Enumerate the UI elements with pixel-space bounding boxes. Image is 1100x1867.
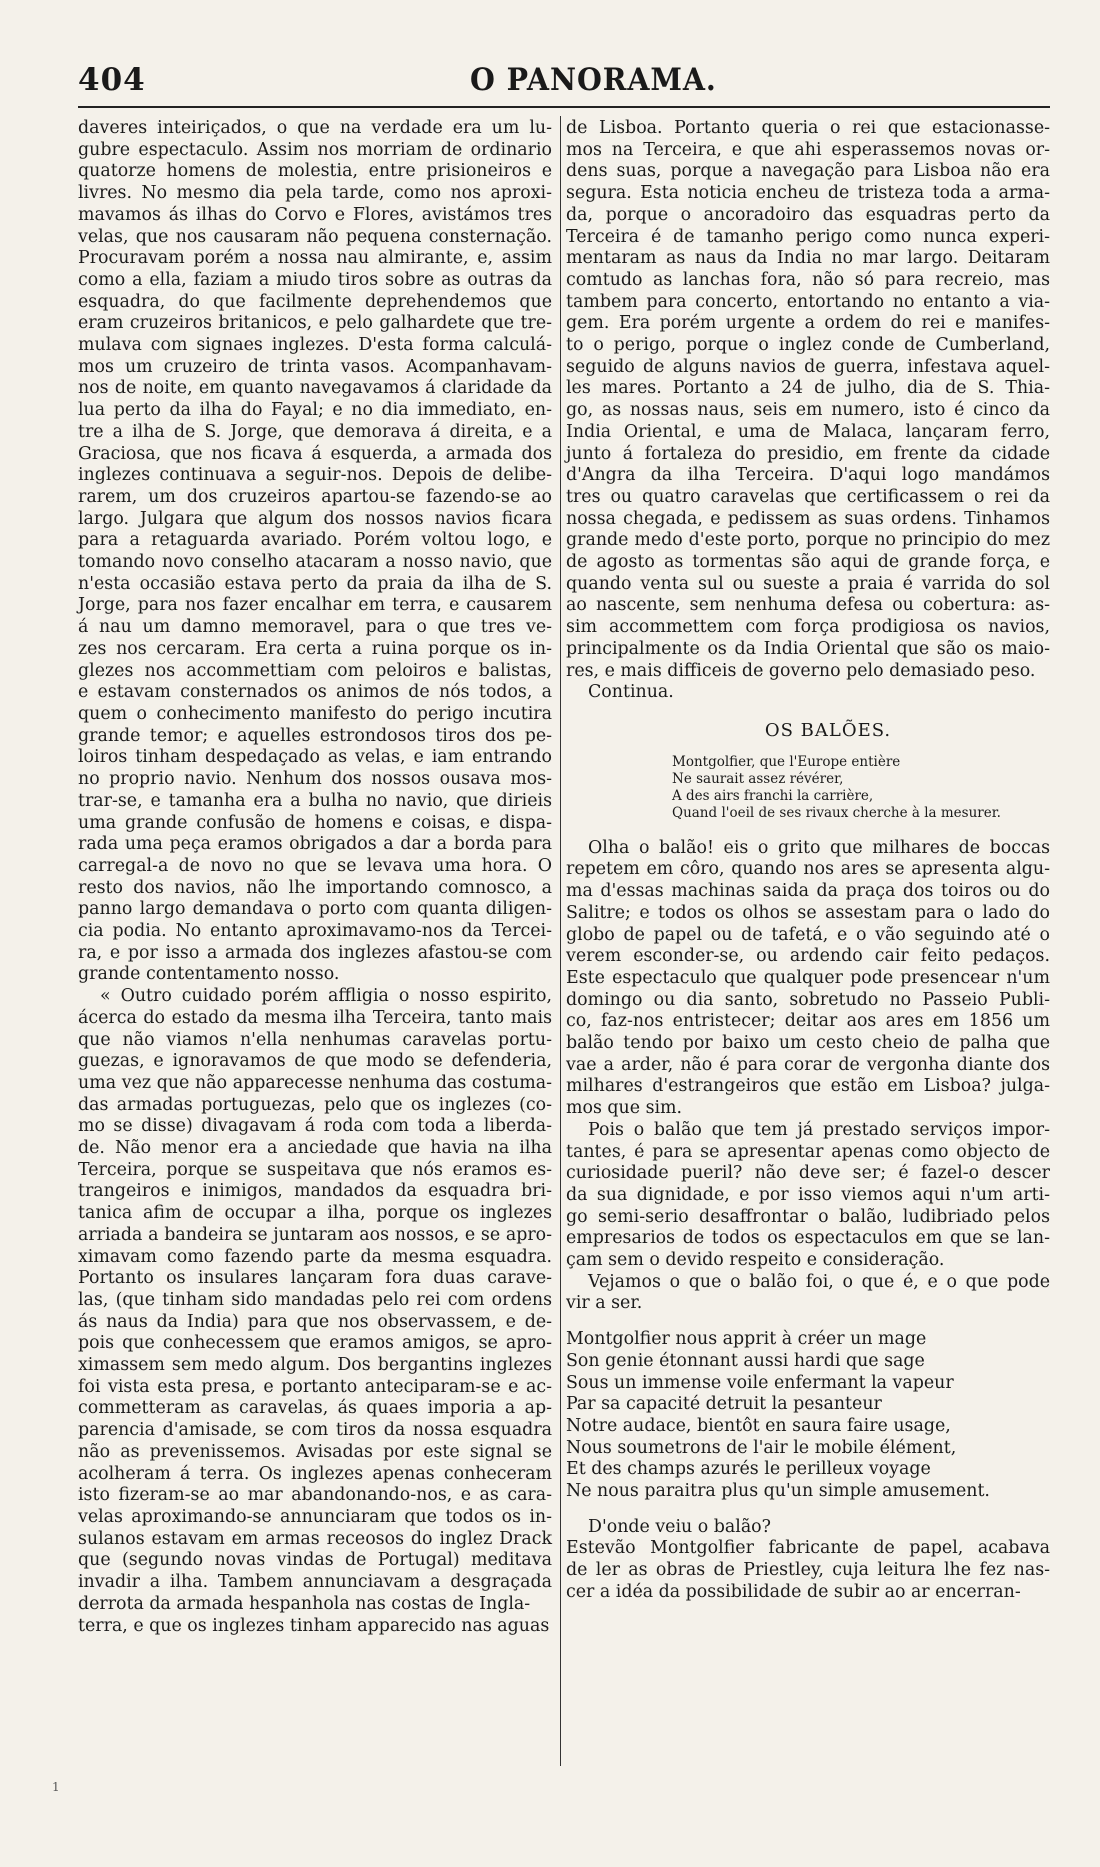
text-line: tanica afim de occupar a ilha, porque os inglezes [78, 1203, 552, 1224]
text-line: que não viamos n'ella nenhumas caravelas portu- [78, 1029, 552, 1050]
text-line: velas aproximando-se annunciaram que todos os in- [78, 1507, 552, 1527]
text-line: junto á fortaleza do presidio, em frente da cidade [566, 443, 1050, 464]
text-line: segura. Esta noticia encheu de tristeza toda a arma- [566, 183, 1050, 204]
text-line: nos de noite, em quanto navegavamos á claridade da [78, 378, 552, 399]
text-line: de. Não menor era a anciedade que havia na ilha [78, 1138, 552, 1159]
text-line: velas, que nos causaram não pequena consternação. [78, 226, 552, 247]
text-line: largo. Julgara que algum dos nossos navios ficara [78, 508, 552, 529]
text-line: sulanos estavam em armas receosos do inglez Drack [78, 1528, 552, 1549]
epigraph-line: Quand l'oeil de ses rivaux cherche à la mesurer. [672, 804, 1001, 821]
text-line: daveres inteiriçados, o que na verdade era um lu- [78, 118, 552, 138]
text-line: n'esta occasião estava perto da praia da ilha de S. [78, 573, 552, 594]
text-line: ra, e por isso a armada dos inglezes afastou-se com [78, 942, 552, 963]
text-line: mos que sim. [566, 1098, 683, 1119]
text-line: eram cruzeiros britanicos, e pelo galhardete que tre- [78, 313, 552, 334]
text-line: ma d'essas machinas saida da praça dos toiros ou do [566, 881, 1050, 902]
text-line: rarem, um dos cruzeiros apartou-se fazendo-se ao [78, 486, 552, 507]
text-line: mos na Terceira, e que ahi esperassemos novas or- [566, 139, 1050, 160]
text-line: zes nos cercaram. Era certa a ruina porque os in- [78, 638, 552, 659]
text-line: de Lisboa. Portanto queria o rei que estacionasse- [566, 118, 1050, 138]
text-line: Jorge, para nos fazer encalhar em terra, e causarem [78, 595, 552, 616]
text-line: commetteram as caravelas, ás quaes imporia a ap- [78, 1398, 552, 1419]
text-line: principalmente os da India Oriental que são os maio- [566, 638, 1050, 659]
text-line: das armadas portuguezas, pelo que os inglezes (co- [78, 1094, 552, 1115]
text-line: tres ou quatro caravelas que certificassem o rei da [566, 486, 1050, 507]
text-line: mentaram as naus da India no mar largo. Deitaram [566, 248, 1050, 269]
poem-line: Sous un immense voile enfermant la vapeur [566, 1372, 954, 1393]
text-line: derrota da armada hespanhola nas costas de Ingla- [78, 1593, 531, 1614]
text-line: empresarios de todos os espectaculos em que se lan- [566, 1228, 1050, 1249]
text-line: para a retaguarda avariado. Porém voltou logo, e [78, 530, 552, 551]
text-line: pois que conhecessem que eramos amigos, se apro- [78, 1333, 552, 1354]
text-line: acolheram á terra. Os inglezes apenas conheceram [78, 1463, 552, 1484]
article-body [566, 838, 1050, 1315]
text-line: to o perigo, porque o inglez conde de Cumberland, [566, 335, 1050, 356]
text-line: globo de papel ou de tafetá, e o vão seguindo até o [566, 924, 1050, 945]
text-line: tambem para concerto, entortando no entanto a via- [566, 291, 1050, 312]
text-line: sim accommettem com força prodigiosa os navios, [566, 617, 1050, 638]
text-line: d'Angra da ilha Terceira. D'aqui logo mandámos [566, 465, 1050, 486]
text-line: gem. Era porém urgente a ordem do rei e manifes- [566, 313, 1050, 334]
poem-line: Montgolfier nous apprit à créer un mage [566, 1329, 927, 1350]
text-line: arriada a bandeira se juntaram aos nossos, e se apro- [78, 1224, 552, 1245]
epigraph-line: Ne saurait assez révérer, [672, 770, 844, 787]
text-line: Pois o balão que tem já prestado serviços impor- [588, 1119, 1050, 1140]
poem-stanza [566, 1329, 1050, 1503]
text-line: milhares d'estrangeiros que estão em Lisboa? julga- [566, 1076, 1050, 1097]
text-line: les mares. Portanto a 24 de julho, dia de S. Thia- [566, 378, 1050, 399]
text-line: quatorze homens de molestia, entre prisioneiros e [78, 161, 552, 182]
header-rule [78, 106, 1050, 108]
text-line: Portanto os insulares lançaram fora duas carave- [78, 1268, 552, 1289]
text-line: ximassem sem medo algum. Dos bergantins inglezes [78, 1355, 552, 1376]
text-line: Vejamos o que o balão foi, o que é, e o que pode [588, 1271, 1050, 1292]
text-line: domingo ou dia santo, sobretudo no Passeio Publi- [566, 989, 1050, 1010]
text-line: ao nascente, sem nenhuma defesa ou cobertura: as- [566, 595, 1050, 616]
text-line: tantes, é para se apresentar apenas como objecto de [566, 1141, 1050, 1162]
text-line: uma grande confusão de homens e coisas, e dispa- [78, 812, 552, 833]
text-line: seguido de alguns navios de guerra, infestava aquel- [566, 356, 1050, 377]
poem-line: Ne nous paraitra plus qu'un simple amusement. [566, 1481, 990, 1502]
text-line: grande temor; e aquelles estrondosos tiros dos pe- [78, 725, 552, 746]
text-line: como a ella, faziam a miudo tiros sobre as outras da [78, 269, 552, 290]
text-line: grande contentamento nosso. [78, 964, 340, 985]
text-line: foi vista esta presa, e portanto anteciparam-se e ac- [78, 1376, 552, 1397]
text-line: uma vez que não apparecesse nenhuma das costuma- [78, 1072, 552, 1093]
text-line: verem esconder-se, ou ardendo cair feito pedaços. [566, 946, 1050, 967]
text-line: trar-se, e tamanha era a bulha no navio, que dirieis [78, 790, 552, 811]
text-line: go semi-serio desaffrontar o balão, ludibriado pelos [566, 1206, 1050, 1227]
epigraph [566, 754, 1050, 822]
text-line: que (segundo novas vindas de Portugal) meditava [78, 1550, 552, 1571]
text-line: ás naus da India) para que nos observassem, e de- [78, 1311, 552, 1332]
text-line: Graciosa, que nos ficava á esquerda, a armada dos [78, 443, 552, 464]
epigraph-line: A des airs franchi la carrière, [672, 787, 874, 804]
left-column [78, 118, 552, 1637]
text-line: carregal-a de novo no que se levava uma hora. O [78, 855, 552, 876]
text-line: repetem em côro, quando nos ares se apresenta algu- [566, 859, 1050, 880]
section-title: OS BALÕES. [764, 719, 892, 741]
text-line: tre a ilha de S. Jorge, que demorava á direita, e a [78, 421, 552, 442]
text-line: guezas, e ignoravamos de que modo se defenderia, [78, 1051, 552, 1072]
text-line: D'onde veiu o balão? [588, 1516, 771, 1537]
text-line: terra, e que os inglezes tinham apparecido nas aguas [78, 1615, 550, 1636]
text-line: quando venta sul ou sueste a praia é varrida do sol [566, 573, 1050, 594]
text-line: go, as nossas naus, seis em numero, isto é cinco da [566, 400, 1050, 421]
text-line: panno largo demandava o porto com quanta diligen- [78, 899, 552, 920]
text-line: balão tendo por baixo um cesto cheio de palha que [566, 1033, 1050, 1054]
text-line: ácerca do estado da mesma ilha Terceira, tanto mais [78, 1007, 552, 1028]
text-line: tomando novo conselho atacaram a nosso navio, que [78, 552, 552, 573]
text-line: Procuravam porém a nossa nau almirante, e, assim [78, 248, 552, 269]
text-line: esquadra, do que facilmente deprehendemos que [78, 291, 552, 312]
text-line: India Oriental, e uma de Malaca, lançaram ferro, [566, 421, 1050, 442]
text-line: glezes nos accommettiam com peloiros e balistas, [78, 660, 552, 681]
text-line: inglezes continuava a seguir-nos. Depois de delibe- [78, 465, 552, 486]
text-line: Olha o balão! eis o grito que milhares de boccas [588, 837, 1050, 858]
text-line: de agosto as tormentas são aqui de grande força, e [566, 552, 1050, 573]
text-line: nossa chegada, e pedissem as suas ordens. Tinhamos [566, 508, 1050, 529]
text-line: curiosidade pueril? não deve ser; é fazel-o descer [566, 1163, 1050, 1184]
text-line: Estevão Montgolfier fabricante de papel, acabava [566, 1538, 1050, 1559]
text-line: quem o conhecimento manifesto do perigo incutira [78, 703, 552, 724]
text-line: mos um cruzeiro de trinta vasos. Acompanhavam- [78, 356, 552, 377]
text-line: livres. No mesmo dia pela tarde, como nos aproxi- [78, 183, 552, 204]
poem-line: Et des champs azurés le perilleux voyage [566, 1459, 931, 1480]
right-column [566, 118, 1050, 1604]
text-line: parencia d'amisade, se com tiros da nossa esquadra [78, 1420, 552, 1441]
text-line: çam sem o devido respeito e consideração. [566, 1250, 945, 1271]
text-line: Terceira é de tamanho perigo como nunca experi- [566, 226, 1050, 247]
text-line: vir a ser. [566, 1293, 643, 1314]
text-line: gubre espectaculo. Assim nos morriam de ordinario [78, 139, 552, 160]
text-line: Salitre; e todos os olhos se assestam para o lado do [566, 902, 1050, 923]
text-line: á nau um damno memoravel, para o que tres ve- [78, 617, 552, 638]
text-line: las, (que tinham sido mandadas pelo rei com ordens [78, 1289, 552, 1310]
text-line: da, porque o ancoradoiro das esquadras perto da [566, 204, 1050, 225]
poem-line: Nous soumetrons de l'air le mobile élément, [566, 1437, 957, 1458]
text-line: de ler as obras de Priestley, cuja leitura lhe fez nas- [566, 1560, 1050, 1581]
text-line: loiros tinham despedaçado as velas, e iam entrando [78, 747, 552, 768]
text-line: lua perto da ilha do Fayal; e no dia immediato, en- [78, 400, 552, 421]
text-line: comtudo as lanchas fora, não só para recreio, mas [566, 269, 1050, 290]
continua-label: Continua. [588, 682, 674, 703]
text-line: mavamos ás ilhas do Corvo e Flores, avistámos tres [78, 204, 552, 225]
right-column-top [566, 118, 1050, 682]
text-line: Terceira, porque se suspeitava que nós eramos es- [78, 1159, 552, 1180]
poem-line: Son genie étonnant aussi hardi que sage [566, 1350, 925, 1371]
text-line: dens suas, porque a navegação para Lisboa não era [566, 161, 1050, 182]
text-line: trangeiros e inimigos, mandados da esquadra bri- [78, 1181, 552, 1202]
text-line: e estavam consternados os animos de nós todos, a [78, 682, 552, 703]
text-line: cia podia. No entanto aproximavamo-nos da Tercei- [78, 921, 552, 942]
text-line: cer a idéa da possibilidade de subir ao ar encerran- [566, 1581, 1021, 1602]
footer-mark: 1 [52, 1780, 60, 1794]
text-line: invadir a ilha. Tambem annunciavam a desgraçada [78, 1572, 552, 1593]
text-line: rada uma peça eramos obrigados a dar a borda para [78, 834, 552, 855]
poem-line: Par sa capacité detruit la pesanteur [566, 1394, 882, 1415]
text-line: « Outro cuidado porém affligia o nosso espirito, [100, 986, 552, 1007]
text-line: no proprio navio. Nenhum dos nossos ousava mos- [78, 769, 552, 790]
text-line: mo se disse) divagavam á roda com toda a liberda- [78, 1116, 552, 1137]
running-title: O PANORAMA. [470, 62, 717, 98]
text-line: grande medo d'este porto, porque no principio do mez [566, 530, 1050, 551]
article-continuation [566, 1517, 1050, 1604]
epigraph-line: Montgolfier, que l'Europe entière [672, 753, 901, 770]
text-line: co, faz-nos entristecer; deitar aos ares em 1856 um [566, 1011, 1050, 1032]
text-line: ximavam como fazendo parte da mesma esquadra. [78, 1246, 552, 1267]
text-line: Este espectaculo que qualquer pode presencear n'um [566, 967, 1050, 988]
column-divider [560, 116, 561, 1766]
text-line: res, e mais difficeis de governo pelo demasiado peso. [566, 660, 1036, 681]
page-number: 404 [78, 62, 146, 98]
poem-line: Notre audace, bientôt en saura faire usage, [566, 1415, 951, 1436]
text-line: resto dos navios, não lhe importando comnosco, a [78, 877, 552, 898]
text-line: não as prevenissemos. Avisadas por este signal se [78, 1441, 552, 1462]
text-line: vae a arder, não é para corar de vergonha diante dos [566, 1054, 1050, 1075]
text-line: mulava com signaes inglezes. D'esta forma calculá- [78, 335, 552, 356]
text-line: da sua dignidade, e por isso viemos aqui n'um arti- [566, 1184, 1050, 1205]
text-line: isto fizeram-se ao mar abandonando-nos, e as cara- [78, 1485, 552, 1506]
